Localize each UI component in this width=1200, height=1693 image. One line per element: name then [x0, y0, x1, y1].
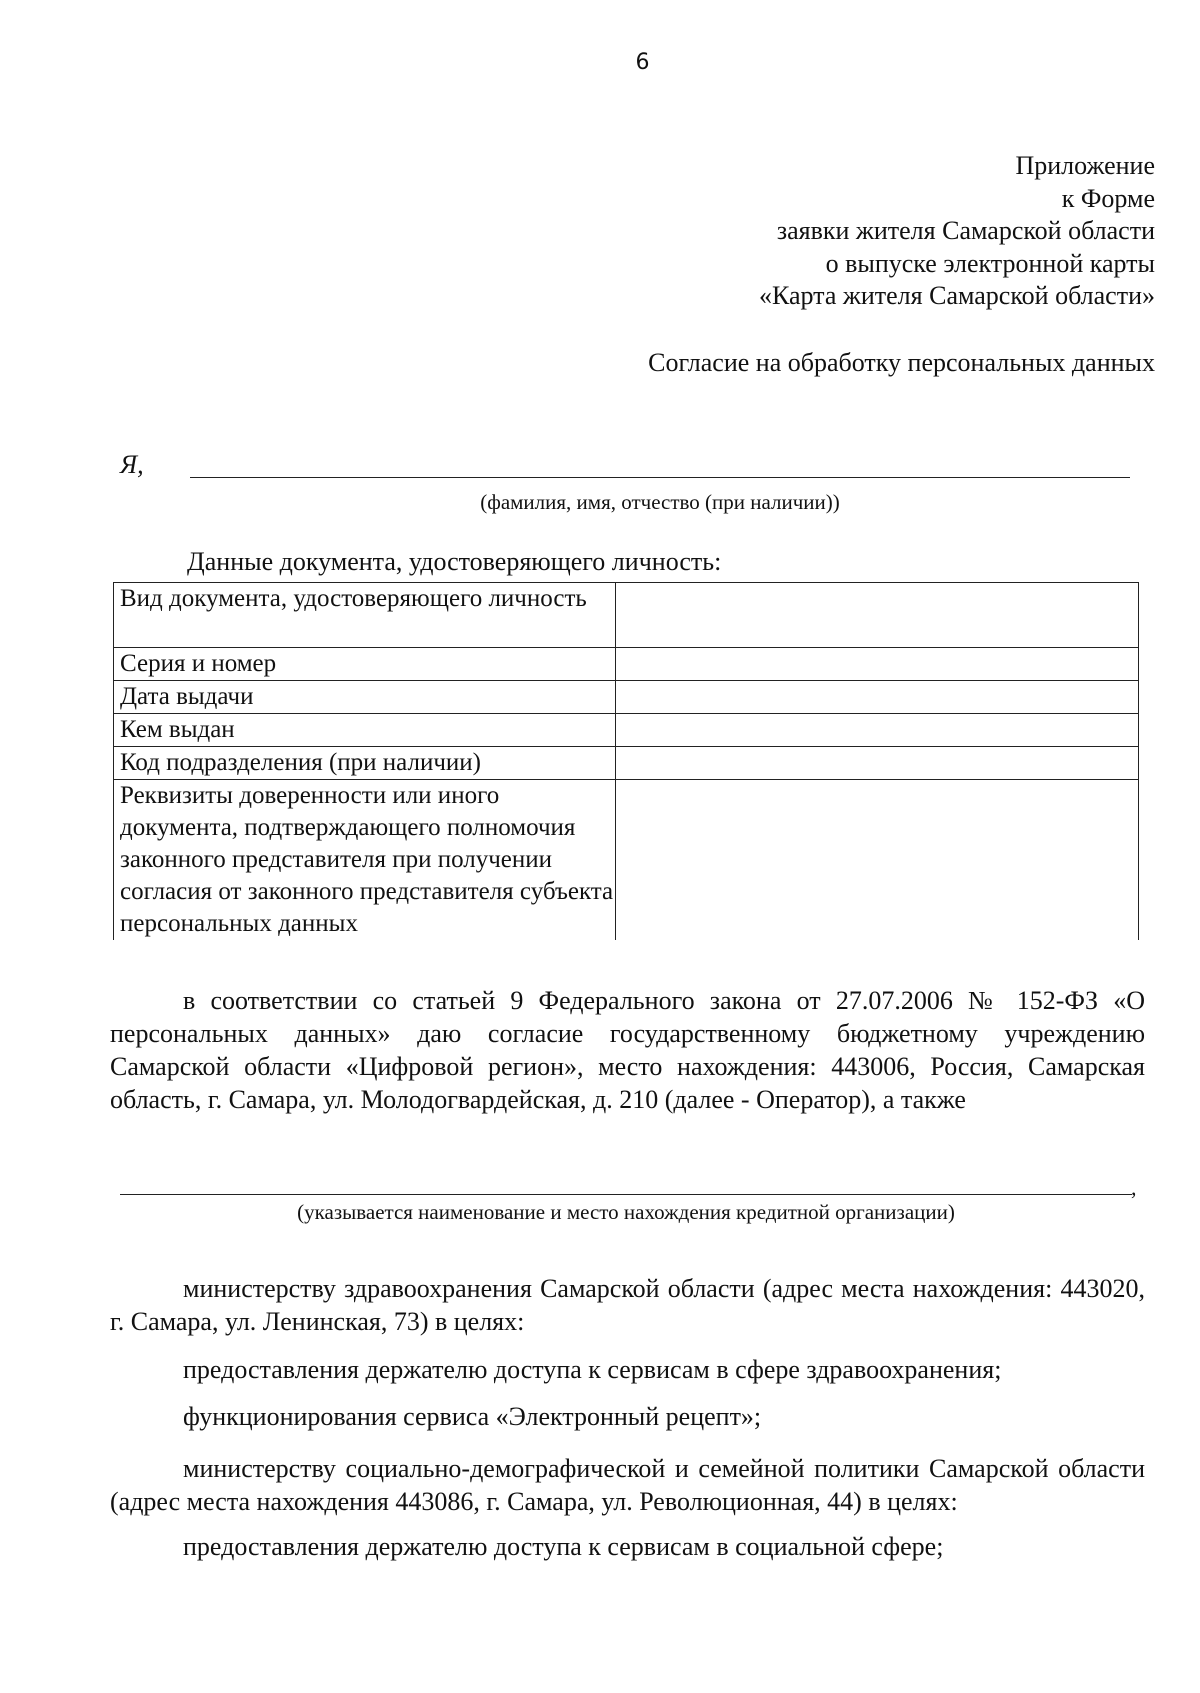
applicant-name-caption: (фамилия, имя, отчество (при наличии)) — [480, 490, 840, 514]
row-value-series-number[interactable] — [616, 648, 1139, 681]
table-row — [114, 747, 1139, 780]
row-value-document-type[interactable] — [616, 583, 1139, 648]
table-row — [114, 681, 1139, 714]
page-number: 6 — [635, 50, 650, 75]
row-value-issued-by[interactable] — [616, 714, 1139, 747]
consent-paragraph: в соответствии со статьей 9 Федерального закона от 27.07.2006 № 152-ФЗ «О персональных данных» даю согласие государственному бюджетному учреждению Самарской области «Цифровой регион», место нахождения: 443006, Россия, Самарская область, г. Самара, ул. Молодогвардейская, д. 210 (далее - Оператор), а также — [110, 986, 1145, 1114]
row-label-power-of-attorney: Реквизиты доверенности или иного документа, подтверждающего полномочия законного представителя при получении согласия от законного представителя субъекта персональных данных — [114, 780, 616, 941]
row-label-issue-date: Дата выдачи — [114, 681, 616, 714]
row-value-issue-date[interactable] — [616, 681, 1139, 714]
annex-line: «Карта жителя Самарской области» — [758, 281, 1155, 310]
health-purpose-prescription: функционирования сервиса «Электронный рецепт»; — [183, 1402, 762, 1431]
row-label-series-number: Серия и номер — [114, 648, 616, 681]
table-row — [114, 780, 1139, 941]
credit-org-comma: , — [1131, 1175, 1137, 1200]
document-section-label: Данные документа, удостоверяющего личность: — [187, 547, 722, 576]
row-label-division-code: Код подразделения (при наличии) — [114, 747, 616, 780]
health-purpose-services: предоставления держателю доступа к сервисам в сфере здравоохранения; — [183, 1355, 1002, 1384]
credit-org-caption: (указывается наименование и место нахождения кредитной организации) — [297, 1200, 955, 1224]
social-ministry-paragraph: министерству социально-демографической и семейной политики Самарской области (адрес места нахождения 443086, г. Самара, ул. Революционная, 44) в целях: — [110, 1454, 1145, 1516]
row-label-issued-by: Кем выдан — [114, 714, 616, 747]
social-purpose-services: предоставления держателю доступа к сервисам в социальной сфере; — [183, 1532, 944, 1561]
row-label-document-type: Вид документа, удостоверяющего личность — [114, 583, 616, 648]
applicant-name-field[interactable] — [190, 477, 1130, 478]
annex-header — [759, 150, 1155, 313]
row-value-power-of-attorney[interactable] — [616, 780, 1139, 941]
table-row — [114, 714, 1139, 747]
annex-line: Приложение — [1015, 151, 1155, 180]
annex-line: к Форме — [1061, 183, 1155, 213]
annex-line: заявки жителя Самарской области — [776, 216, 1155, 245]
table-row — [114, 583, 1139, 648]
applicant-prefix: Я, — [120, 450, 144, 479]
health-ministry-paragraph: министерству здравоохранения Самарской области (адрес места нахождения: 443020, г. Самара, ул. Ленинская, 73) в целях: — [110, 1274, 1145, 1336]
consent-title: Согласие на обработку персональных данных — [648, 348, 1155, 377]
table-row — [114, 648, 1139, 681]
identity-document-table — [113, 582, 1139, 940]
row-value-division-code[interactable] — [616, 747, 1139, 780]
annex-line: о выпуске электронной карты — [825, 248, 1155, 278]
credit-org-field[interactable] — [120, 1194, 1132, 1195]
